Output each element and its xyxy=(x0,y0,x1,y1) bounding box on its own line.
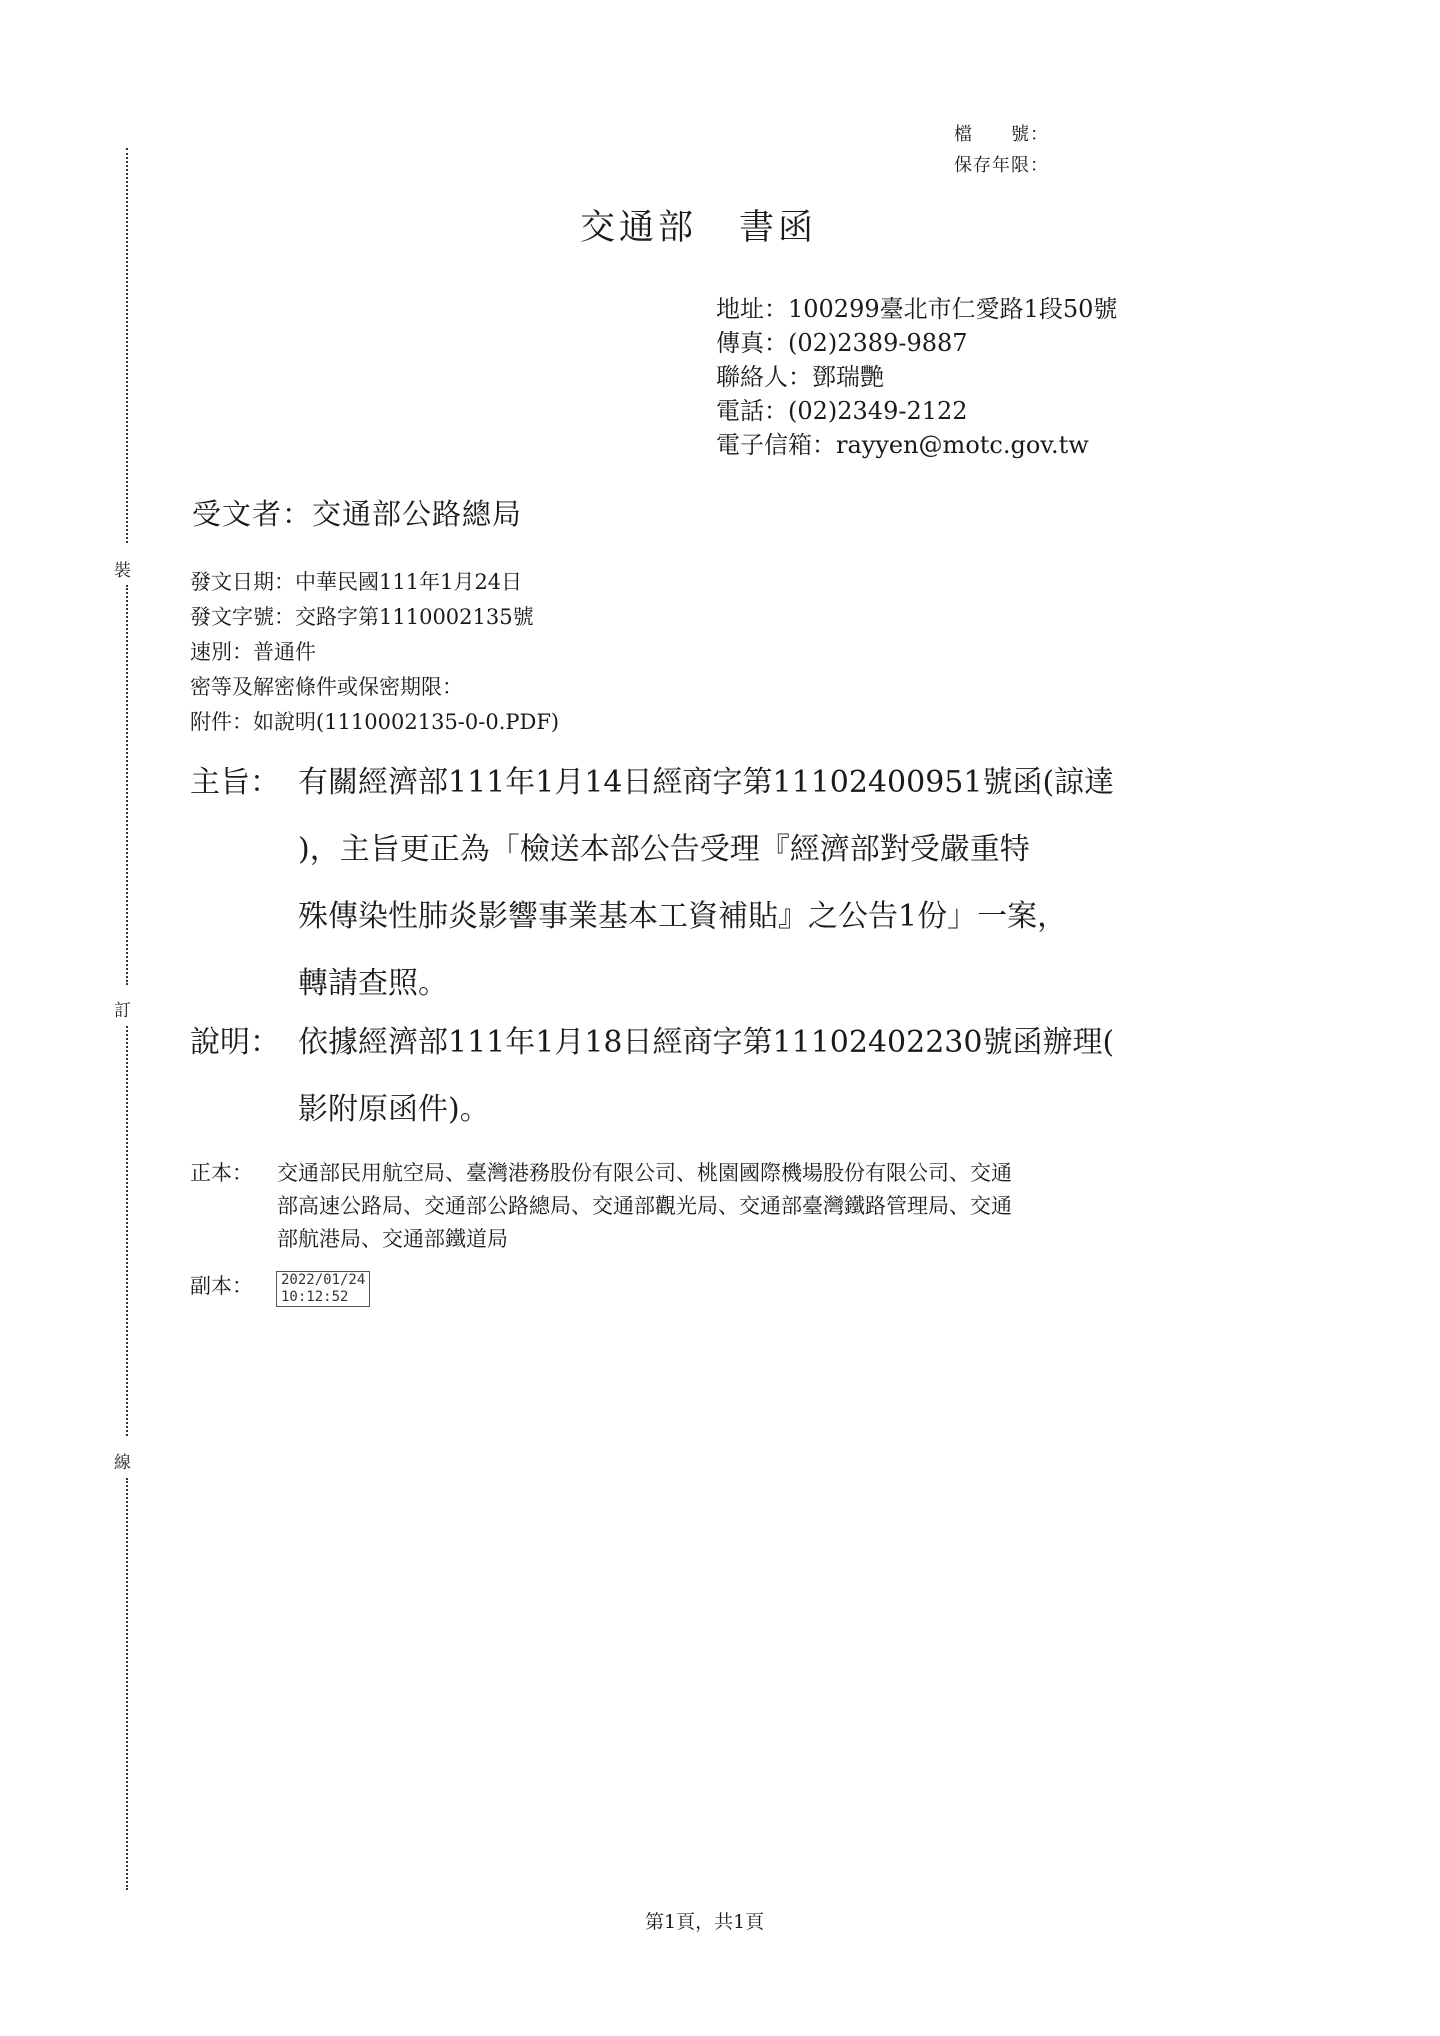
file-number-label: 檔 號： xyxy=(954,124,1049,145)
issue-date: 發文日期：中華民國111年1月24日 xyxy=(190,570,523,594)
original-line: 交通部民用航空局、臺灣港務股份有限公司、桃園國際機場股份有限公司、交通 xyxy=(277,1161,1012,1185)
subject-label: 主旨： xyxy=(190,765,280,800)
binding-char-middle: 訂 xyxy=(114,1001,131,1021)
original-label: 正本： xyxy=(190,1161,253,1185)
binding-line-middle-upper xyxy=(126,585,128,985)
recipient: 受文者：交通部公路總局 xyxy=(192,497,523,531)
title-doc-type: 書函 xyxy=(739,208,818,248)
contact-block xyxy=(716,292,1117,462)
timestamp-stamp xyxy=(276,1271,370,1307)
contact-email: 電子信箱：rayyen@motc.gov.tw xyxy=(716,431,1089,459)
title-org: 交通部 xyxy=(580,208,698,248)
contact-fax: 傳真：(02)2389-9887 xyxy=(716,329,968,357)
binding-char-bottom: 線 xyxy=(114,1453,131,1473)
explanation-line: 依據經濟部111年1月18日經商字第11102402230號函辦理( xyxy=(298,1025,1115,1060)
subject-line: )，主旨更正為「檢送本部公告受理『經濟部對受嚴重特 xyxy=(298,832,1030,867)
binding-line-top xyxy=(126,148,128,543)
copy-label: 副本： xyxy=(190,1274,253,1298)
explanation-section xyxy=(190,1009,1270,1143)
contact-phone: 電話：(02)2349-2122 xyxy=(716,397,968,425)
original-recipients xyxy=(190,1157,1012,1256)
binding-char-top: 裝 xyxy=(114,561,131,581)
subject-line: 有關經濟部111年1月14日經商字第11102400951號函(諒達 xyxy=(298,765,1115,800)
page-number: 第1頁，共1頁 xyxy=(645,1911,765,1933)
contact-person: 聯絡人：鄧瑞艷 xyxy=(716,363,884,391)
stamp-date: 2022/01/24 xyxy=(281,1272,366,1288)
original-line: 部航港局、交通部鐵道局 xyxy=(277,1227,508,1251)
stamp-time: 10:12:52 xyxy=(281,1289,349,1305)
subject-section xyxy=(190,749,1270,1017)
subject-line: 轉請查照。 xyxy=(298,966,448,1001)
document-number: 發文字號：交路字第1110002135號 xyxy=(190,605,534,629)
binding-line-bottom xyxy=(126,1478,128,1890)
contact-address: 地址：100299臺北市仁愛路1段50號 xyxy=(716,295,1118,323)
speed-class: 速別：普通件 xyxy=(190,640,316,664)
attachment: 附件：如說明(1110002135-0-0.PDF) xyxy=(190,710,560,734)
document-title xyxy=(580,200,817,250)
secrecy-level: 密等及解密條件或保密期限： xyxy=(190,675,463,699)
explanation-line: 影附原函件)。 xyxy=(298,1092,490,1127)
document-meta xyxy=(190,565,559,740)
original-line: 部高速公路局、交通部公路總局、交通部觀光局、交通部臺灣鐵路管理局、交通 xyxy=(277,1194,1012,1218)
binding-line-middle-lower xyxy=(126,1026,128,1436)
explanation-label: 說明： xyxy=(190,1025,280,1060)
subject-line: 殊傳染性肺炎影響事業基本工資補貼』之公告1份」一案， xyxy=(298,899,1068,934)
retention-period-label: 保存年限： xyxy=(954,155,1049,176)
